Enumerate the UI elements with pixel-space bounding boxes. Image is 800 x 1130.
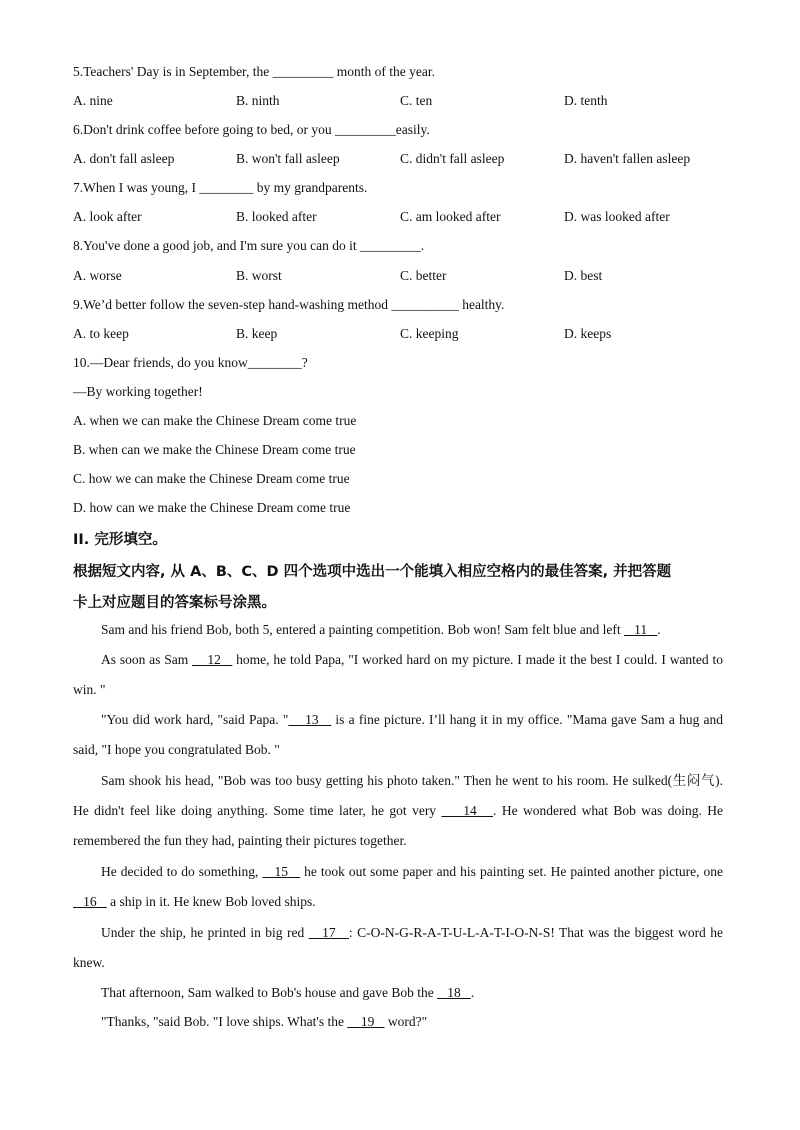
option-b: B. when can we make the Chinese Dream come true [73,442,356,457]
question-8-options [73,268,753,286]
option-c: C. keeping [400,326,459,341]
option-d: D. tenth [564,93,608,108]
option-c: C. didn't fall asleep [400,151,505,166]
option-b: B. ninth [236,93,280,108]
blank-18: 18 [447,985,461,1000]
passage-paragraph-5: He decided to do something, 15 he took out some paper and his painting set. He painted another picture, one 16 a ship in it. He knew Bob loved ships. [73,857,723,917]
question-9-options [73,326,753,344]
question-5-stem: 5.Teachers' Day is in September, the _________ month of the year. [73,64,435,79]
option-b: B. looked after [236,209,317,224]
option-b: B. worst [236,268,282,283]
passage-paragraph-3: "You did work hard, "said Papa. " 13 is a fine picture. I’ll hang it in my office. "Mama gave Sam a hug and said, "I hope you congratulated Bob. " [73,712,724,757]
blank-17: 17 [322,925,336,940]
passage-paragraph-4: Sam shook his head, "Bob was too busy getting his photo taken." Then he went to his room. He sulked(生闷气). He didn't feel like doing anything. Some time later, he got very 14 . He wondered what Bob was doing. He remembered the fun they had, painting their pictures together. [73,773,724,848]
question-5-options [73,93,753,111]
blank-12: 12 [207,652,221,667]
question-6-stem: 6.Don't drink coffee before going to bed, or you _________easily. [73,122,430,137]
option-a: A. worse [73,268,122,283]
passage-paragraph-2: As soon as Sam 12 home, he told Papa, "I worked hard on my picture. I made it the best I could. I wanted to win. " [73,652,724,697]
option-a: A. to keep [73,326,129,341]
option-c: C. am looked after [400,209,501,224]
option-d: D. how can we make the Chinese Dream come true [73,500,351,515]
blank-15: 15 [274,864,289,879]
passage-paragraph-1: Sam and his friend Bob, both 5, entered a painting competition. Bob won! Sam felt blue and left 11 . [101,622,661,637]
option-d: D. best [564,268,603,283]
section-instruction-line1: 根据短文内容, 从 A、B、C、D 四个选项中选出一个能填入相应空格内的最佳答案, 并把答题 [73,564,672,580]
passage-paragraph-7: That afternoon, Sam walked to Bob's house and gave Bob the 18 . [101,985,475,1000]
question-7-stem: 7.When I was young, I ________ by my grandparents. [73,180,368,195]
passage-paragraph-8: "Thanks, "said Bob. "I love ships. What's the 19 word?" [101,1014,428,1029]
option-d: D. haven't fallen asleep [564,151,691,166]
option-d: D. keeps [564,326,612,341]
option-a: A. don't fall asleep [73,151,175,166]
option-a: A. nine [73,93,113,108]
passage-paragraph-6: Under the ship, he printed in big red 17 : C-O-N-G-R-A-T-U-L-A-T-I-O-N-S! That was the biggest word he knew. [73,925,724,970]
option-a: A. when we can make the Chinese Dream come true [73,413,357,428]
question-6-options [73,151,753,169]
blank-13: 13 [305,712,319,727]
blank-16: 16 [83,894,97,909]
blank-11: 11 [634,622,648,637]
option-d: D. was looked after [564,209,670,224]
option-b: B. keep [236,326,278,341]
question-10-reply: —By working together! [73,384,203,399]
blank-14: 14 [463,803,477,818]
blank-19: 19 [360,1014,375,1029]
option-b: B. won't fall asleep [236,151,340,166]
option-a: A. look after [73,209,142,224]
option-c: C. better [400,268,447,283]
question-9-stem: 9.We’d better follow the seven-step hand-washing method __________ healthy. [73,297,505,312]
question-8-stem: 8.You've done a good job, and I'm sure you can do it _________. [73,238,425,253]
option-c: C. how we can make the Chinese Dream come true [73,471,350,486]
option-c: C. ten [400,93,433,108]
section-instruction-line2: 卡上对应题目的答案标号涂黑。 [73,595,276,611]
question-10-stem: 10.—Dear friends, do you know________? [73,355,308,370]
question-7-options [73,209,753,227]
section-title: II. 完形填空。 [73,532,167,548]
